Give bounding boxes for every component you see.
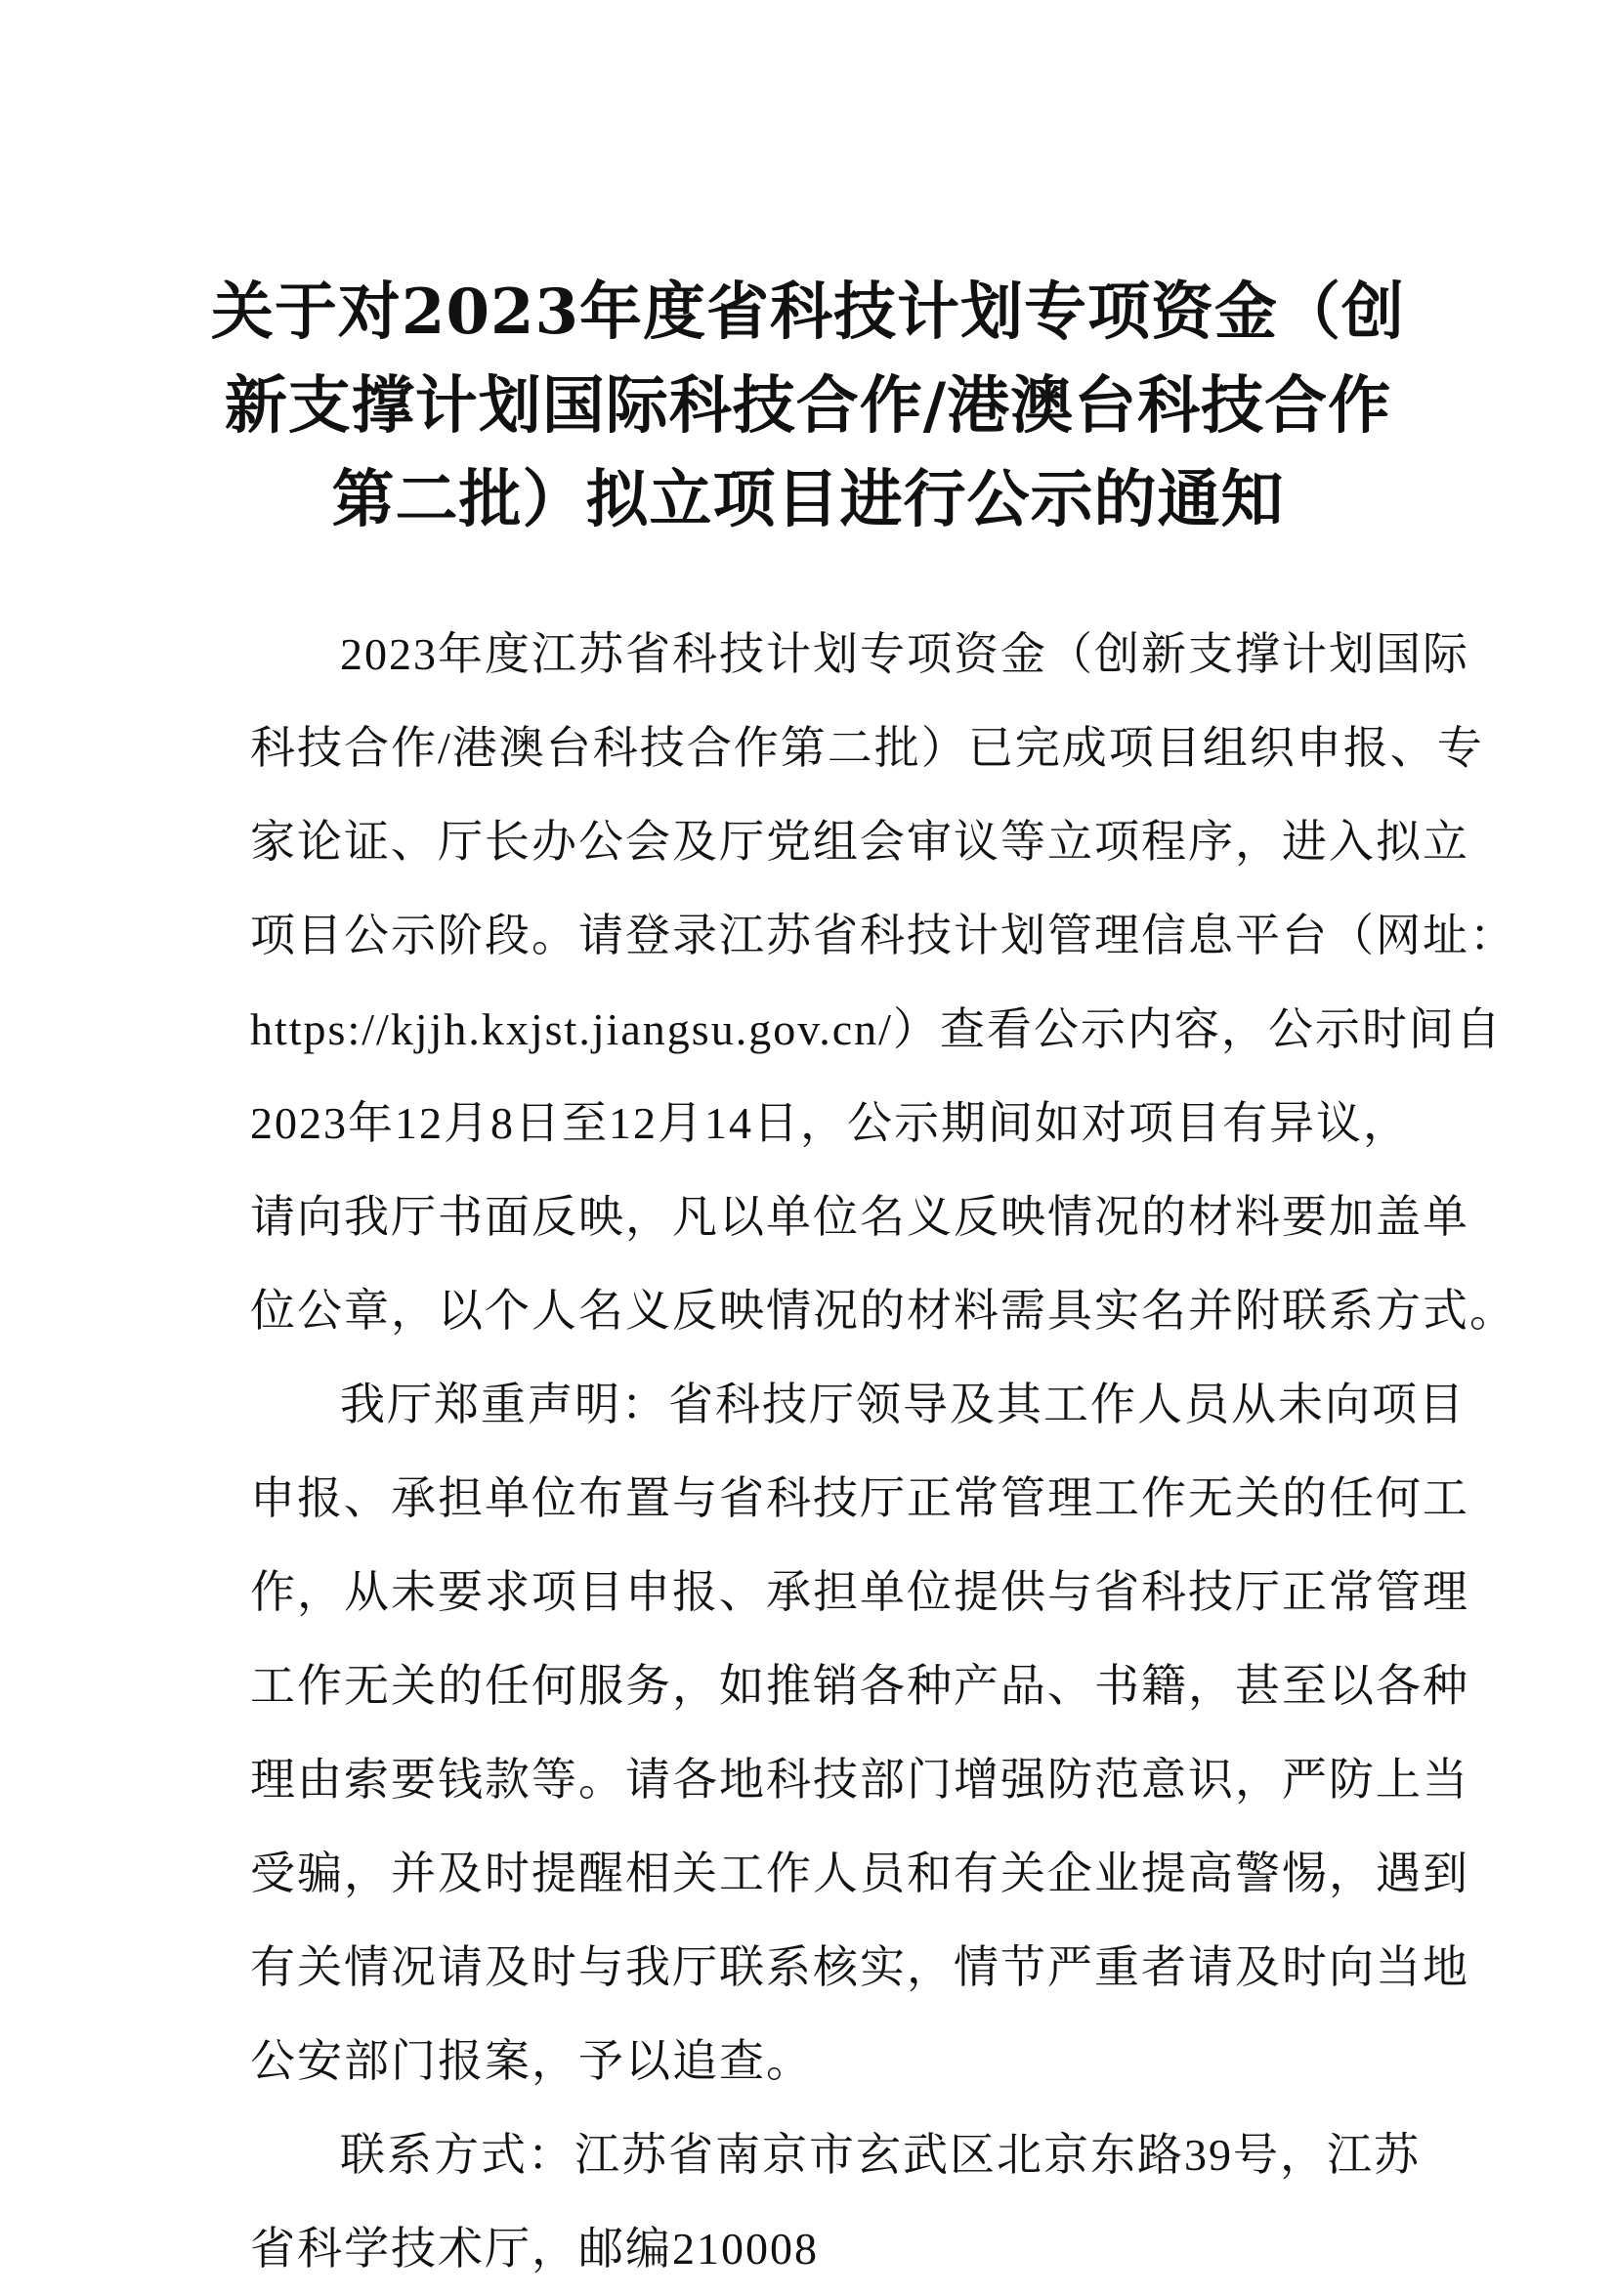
body-line: 工作无关的任何服务，如推销各种产品、书籍，甚至以各种 xyxy=(250,1661,1469,1711)
body-line: 我厅郑重声明：省科技厅领导及其工作人员从未向项目 xyxy=(340,1380,1466,1429)
body-line: 2023年12月8日至12月14日，公示期间如对项目有异议， xyxy=(250,1098,1410,1148)
document-body xyxy=(250,608,1516,2296)
contact-paragraph xyxy=(250,2108,1421,2296)
body-line: 联系方式：江苏省南京市玄武区北京东路39号，江苏 xyxy=(340,2130,1421,2180)
title-line: 关于对2023年度省科技计划专项资金（创 xyxy=(210,276,1406,349)
body-line: 公安部门报案，予以追查。 xyxy=(250,2036,813,2086)
body-line: 省科学技术厅，邮编210008 xyxy=(250,2224,819,2274)
body-line: 家论证、厅长办公会及厅党组会审议等立项程序，进入拟立 xyxy=(250,817,1469,867)
body-line: 受骗，并及时提醒相关工作人员和有关企业提高警惕，遇到 xyxy=(250,1849,1469,1898)
title-line: 第二批）拟立项目进行公示的通知 xyxy=(331,463,1285,536)
body-line: 理由索要钱款等。请各地科技部门增强防范意识，严防上当 xyxy=(250,1755,1469,1805)
body-line: https://kjjh.kxjst.jiangsu.gov.cn/）查看公示内容，公示时间自 xyxy=(250,1004,1503,1054)
document-title xyxy=(0,266,1616,547)
body-line: 科技合作/港澳台科技合作第二批）已完成项目组织申报、专 xyxy=(250,723,1484,773)
announcement-paragraph xyxy=(250,608,1516,1358)
title-line: 新支撑计划国际科技合作/港澳台科技合作 xyxy=(224,369,1392,443)
body-line: 2023年度江苏省科技计划专项资金（创新支撑计划国际 xyxy=(340,629,1469,679)
body-line: 有关情况请及时与我厅联系核实，情节严重者请及时向当地 xyxy=(250,1942,1469,1992)
body-line: 申报、承担单位布置与省科技厅正常管理工作无关的任何工 xyxy=(250,1473,1469,1523)
declaration-paragraph xyxy=(250,1358,1469,2108)
body-line: 位公章，以个人名义反映情况的材料需具实名并附联系方式。 xyxy=(250,1286,1516,1336)
body-line: 请向我厅书面反映，凡以单位名义反映情况的材料要加盖单 xyxy=(250,1192,1469,1242)
body-line: 项目公示阶段。请登录江苏省科技计划管理信息平台（网址： xyxy=(250,911,1516,960)
body-line: 作，从未要求项目申报、承担单位提供与省科技厅正常管理 xyxy=(250,1567,1469,1617)
